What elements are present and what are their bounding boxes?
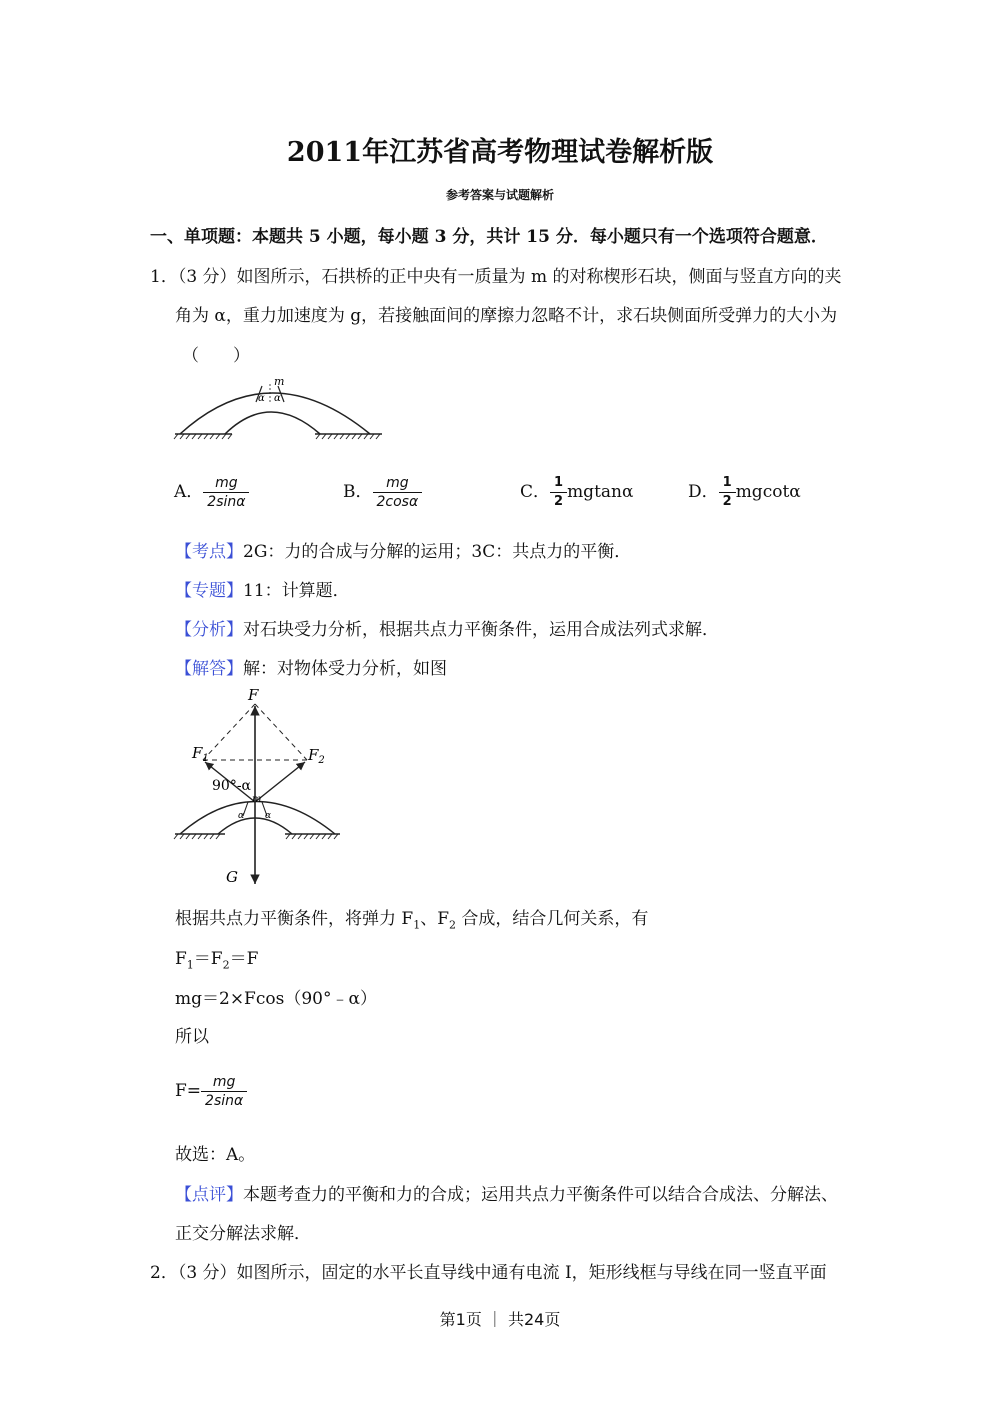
option-c-text: mgtanα — [567, 482, 634, 502]
force-diagram-figure — [170, 684, 370, 890]
zhuanti-tag: 【专题】 — [175, 581, 243, 601]
fig1-alpha-left: α — [258, 393, 265, 404]
fenxi-line: 【分析】对石块受力分析，根据共点力平衡条件，运用合成法列式求解． — [175, 620, 719, 640]
jieda-tag: 【解答】 — [175, 659, 243, 679]
fig1-alpha-right: α — [274, 393, 281, 404]
solution-line-3: mg＝2×Fcos（90°﹣α） — [175, 989, 377, 1009]
fig2-mass-label: m — [252, 794, 262, 805]
option-d-letter: D． — [688, 482, 719, 502]
option-d — [688, 474, 801, 511]
page-subtitle: 参考答案与试题解析 — [445, 188, 554, 202]
q2-stem-line1: 2．（3 分）如图所示，固定的水平长直导线中通有电流 I，矩形线框与导线在同一竖直平面 — [150, 1263, 827, 1283]
option-d-fraction: $\frac{1}{2}$ — [719, 474, 736, 511]
fig2-F-label: F — [248, 686, 259, 704]
option-c-fraction: $\frac{1}{2}$ — [550, 474, 567, 511]
solution-line-2: $F_1=F_2=F$ — [175, 949, 259, 972]
zhuanti-line: 【专题】11：计算题． — [175, 581, 350, 601]
fig2-F1-label: $F_1$ — [192, 744, 209, 764]
dianping-tag: 【点评】 — [175, 1185, 243, 1205]
option-d-text: mgcotα — [735, 482, 801, 502]
section-heading: 一、单项题：本题共 5 小题，每小题 3 分，共计 15 分．每小题只有一个选项符合题意． — [150, 227, 828, 247]
kaodian-line: 【考点】2G：力的合成与分解的运用；3C：共点力的平衡． — [175, 542, 632, 562]
fig2-alpha-left: α — [238, 811, 245, 821]
fig1-mass-label: m — [274, 375, 285, 388]
fig2-F2-label: $F_2$ — [308, 746, 325, 766]
dianping-line-2: 正交分解法求解． — [175, 1224, 311, 1244]
fig2-alpha-right: α — [265, 811, 272, 821]
q1-answer-blank: （ ） — [182, 346, 250, 366]
solution-line-4: 所以 — [175, 1027, 209, 1047]
option-a-fraction: $\frac{mg}{2\sin\alpha}$ — [203, 474, 249, 511]
kaodian-tag: 【考点】 — [175, 542, 243, 562]
option-b-fraction: $\frac{mg}{2\cos\alpha}$ — [373, 474, 423, 511]
option-c-letter: C． — [520, 482, 551, 502]
page-footer: 第1页 ｜ 共24页 — [439, 1310, 561, 1329]
option-a — [174, 474, 249, 511]
dianping-line: 【点评】本题考查力的平衡和力的合成；运用共点力平衡条件可以结合合成法、分解法、 — [175, 1185, 838, 1205]
jieda-line: 【解答】解：对物体受力分析，如图 — [175, 659, 447, 679]
fig2-G-label: G — [226, 868, 238, 886]
option-b-letter: B． — [343, 482, 373, 502]
arch-bridge-figure — [170, 372, 390, 444]
solution-answer: 故选：A。 — [175, 1145, 256, 1165]
option-c — [520, 474, 633, 511]
solution-line-1: 根据共点力平衡条件，将弹力 $F_1$、$F_2$ 合成，结合几何关系，有 — [175, 909, 649, 932]
solution-formula: F= $\frac{mg}{2\sin\alpha}$ — [175, 1073, 247, 1110]
fig2-angle-label: 90°-α — [212, 778, 251, 794]
q1-stem-line1: 1．（3 分）如图所示，石拱桥的正中央有一质量为 m 的对称楔形石块，侧面与竖直方向的夹 — [150, 267, 842, 287]
option-b — [343, 474, 422, 511]
q1-stem-line2: 角为 α，重力加速度为 g，若接触面间的摩擦力忽略不计，求石块侧面所受弹力的大小为 — [175, 306, 838, 326]
option-a-letter: A． — [174, 482, 204, 502]
fenxi-tag: 【分析】 — [175, 620, 243, 640]
page-title: 2011年江苏省高考物理试卷解析版 — [286, 137, 714, 168]
